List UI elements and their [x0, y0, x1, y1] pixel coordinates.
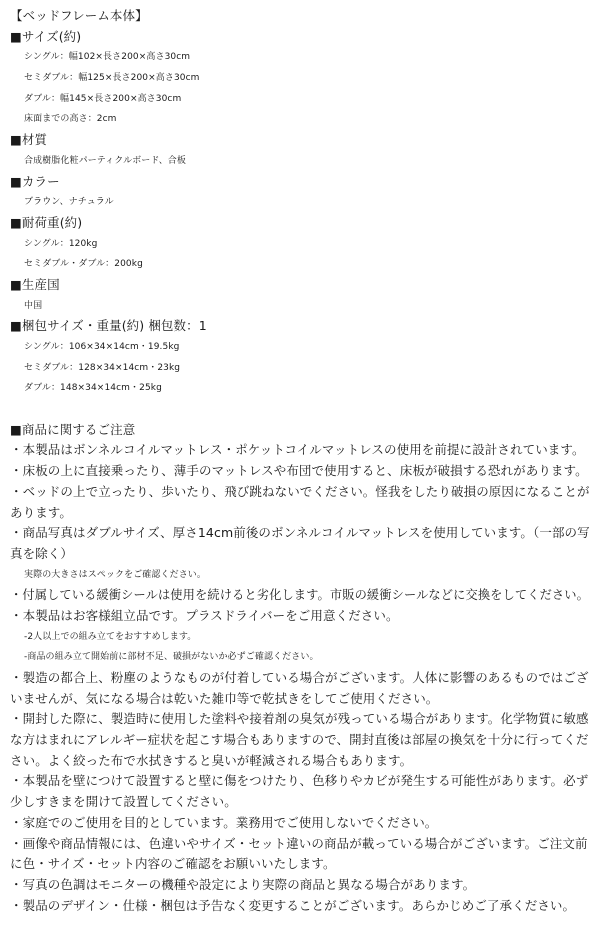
section-spacer: [10, 399, 590, 420]
notice-line: さい。よく絞った布で水拭きすると臭いが軽減される場合もあります。: [10, 752, 413, 768]
notice-line: ・商品写真はダブルサイズ、厚さ14cm前後のボンネルコイルマットレスを使用しています。（一部の写: [10, 525, 590, 541]
notice-line: 実際の大きさはスペックをご確認ください。: [24, 569, 207, 580]
notice-line: ・付属している緩衝シールは使用を続けると劣化します。市販の緩衝シールなどに交換をしてください。: [10, 588, 589, 603]
notice-line: ・本製品を壁につけて設置すると壁に傷をつけたり、色移りやカビが発生する可能性があります。必ず: [10, 773, 589, 789]
notice-line: -商品の組み立て開始前に部材不足、破損がないか必ずご確認ください。: [24, 652, 319, 663]
material-heading: ■材質: [10, 132, 48, 148]
package-single: シングル：106×34×14cm・19.5kg: [24, 342, 180, 352]
notice-line: 真を除く）: [10, 545, 74, 561]
notice-line: ・本製品はボンネルコイルマットレス・ポケットコイルマットレスの使用を前提に設計されています。: [10, 442, 585, 458]
size-double: ダブル：幅145×長さ200×高さ30cm: [24, 93, 182, 104]
frame-title: 【ベッドフレーム本体】: [10, 8, 148, 23]
notice-line: な方はまれにアレルギー症状を起こす場合もありますので、開封直後は部屋の換気を十分に行ってくだ: [10, 732, 589, 748]
package-heading: ■梱包サイズ・重量(約) 梱包数：1: [10, 318, 207, 334]
notice-line: 少しすきまを開けて設置してください。: [10, 794, 237, 810]
color-heading: ■カラー: [10, 173, 60, 189]
size-semi-double: セミダブル：幅125×長さ200×高さ30cm: [24, 73, 200, 84]
notice-line: に色・サイズ・セット内容のご確認をお願いいたします。: [10, 856, 336, 872]
notice-line: -2人以上での組み立てをおすすめします。: [24, 631, 197, 642]
country-value: 中国: [24, 300, 43, 311]
size-single: シングル：幅102×長さ200×高さ30cm: [24, 52, 191, 63]
load-semi-double-double: セミダブル・ダブル：200kg: [24, 259, 143, 270]
notice-line: ・床板の上に直接乗ったり、薄手のマットレスや布団で使用すると、床板が破損する恐れがあります。: [10, 463, 588, 479]
notice-list: [10, 440, 590, 916]
notice-line: ・画像や商品情報には、色違いやサイズ・セット違いの商品が載っている場合がございます。ご注文前: [10, 835, 588, 851]
notice-line: ・本製品はお客様組立品です。プラスドライバーをご用意ください。: [10, 607, 399, 623]
package-double: ダブル：148×34×14cm・25kg: [24, 383, 162, 394]
notice-line: ・開封した際に、製造時に使用した塗料や接着剤の臭気が残っている場合があります。化学物質に敏感: [10, 711, 589, 727]
notice-line: ・製造の都合上、粉塵のようなものが付着している場合がございます。人体に影響のあるものではござ: [10, 670, 589, 685]
country-heading: ■生産国: [10, 276, 60, 292]
notice-line: ・写真の色調はモニターの機種や設定により実際の商品と異なる場合があります。: [10, 876, 476, 892]
notice-line: ・製品のデザイン・仕様・梱包は予告なく変更することがございます。あらかじめご了承ください。: [10, 897, 576, 913]
floor-height: 床面までの高さ：2cm: [24, 114, 117, 125]
notice-line: いませんが、気になる場合は乾いた雑巾等で乾拭きをしてご使用ください。: [10, 690, 439, 706]
load-heading: ■耐荷重(約): [10, 214, 83, 230]
load-single: シングル：120kg: [24, 238, 98, 249]
size-heading: ■サイズ(約): [10, 28, 82, 44]
notice-line: ・家庭でのご使用を目的としています。業務用でご使用しないでください。: [10, 814, 438, 830]
notice-line: あります。: [10, 504, 73, 520]
package-semi-double: セミダブル：128×34×14cm・23kg: [24, 362, 181, 373]
notice-heading: ■商品に関するご注意: [10, 421, 136, 437]
notice-line: ・ベッドの上で立ったり、歩いたり、飛び跳ねないでください。怪我をしたり破損の原因になることが: [10, 483, 590, 499]
material-value: 合成樹脂化粧パーティクルボード、合板: [24, 155, 187, 166]
color-value: ブラウン、ナチュラル: [24, 197, 114, 208]
